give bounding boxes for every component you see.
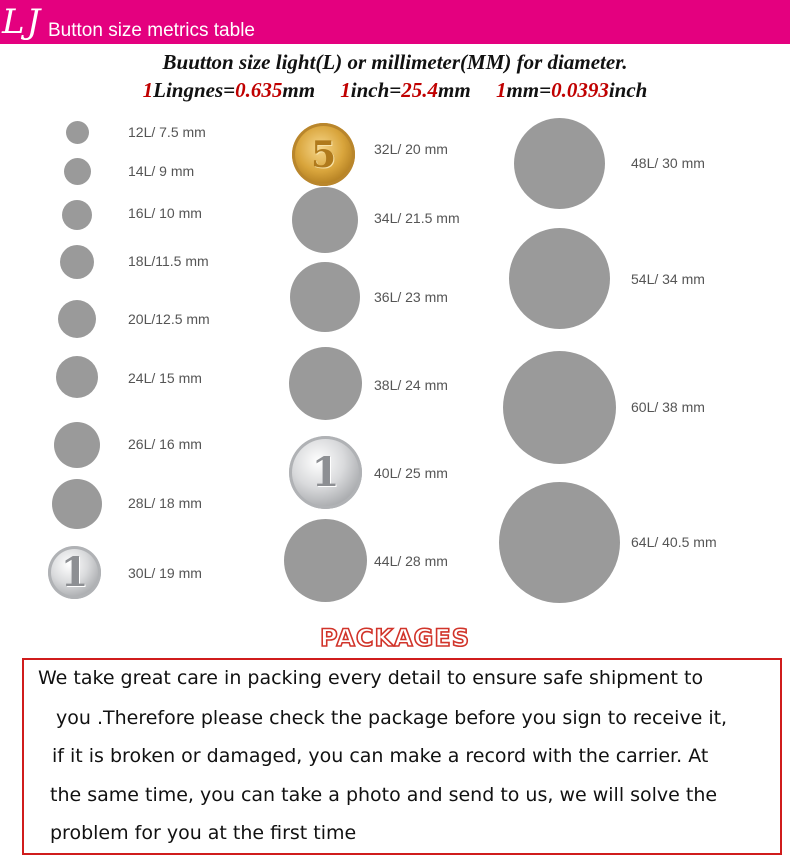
button-circle-44l [284,519,367,602]
size-label-28l: 28L/ 18 mm [128,495,202,511]
brand-logo: LJ [2,2,43,42]
packages-line: problem for you at the first time [50,822,357,844]
button-circle-20l [58,300,96,338]
size-label-48l: 48L/ 30 mm [631,155,705,171]
conversion-inch: 1inch=25.4mm [340,78,471,102]
size-label-36l: 36L/ 23 mm [374,289,448,305]
packages-line: We take great care in packing every detail to ensure safe shipment to [38,667,704,689]
button-circle-38l [289,347,362,420]
size-label-32l: 32L/ 20 mm [374,141,448,157]
size-label-20l: 20L/12.5 mm [128,311,210,327]
button-circle-18l [60,245,94,279]
size-label-14l: 14L/ 9 mm [128,163,195,179]
button-circle-12l [66,121,89,144]
button-circle-54l [509,228,610,329]
button-circle-14l [64,158,91,185]
button-circle-16l [62,200,92,230]
size-label-60l: 60L/ 38 mm [631,399,705,415]
silver-coin-large-icon: 1 [289,436,362,509]
conversion-mm: 1mm=0.0393inch [495,78,648,102]
size-label-18l: 18L/11.5 mm [128,253,209,269]
button-circle-48l [514,118,605,209]
button-circle-64l [499,482,620,603]
header-title: Button size metrics table [48,20,255,41]
button-circle-34l [292,187,358,253]
button-circle-24l [56,356,98,398]
size-label-24l: 24L/ 15 mm [128,370,202,386]
size-label-30l: 30L/ 19 mm [128,565,202,581]
size-label-34l: 34L/ 21.5 mm [374,210,460,226]
intro-line: Buutton size light(L) or millimeter(MM) for diameter. [162,50,628,74]
button-circle-60l [503,351,616,464]
size-label-54l: 54L/ 34 mm [631,271,705,287]
size-label-16l: 16L/ 10 mm [128,205,202,221]
size-label-38l: 38L/ 24 mm [374,377,448,393]
conversion-line [0,78,790,103]
packages-line: you .Therefore please check the package before you sign to receive it, [56,707,728,729]
button-circle-28l [52,479,102,529]
silver-coin-icon: 1 [48,546,101,599]
size-label-26l: 26L/ 16 mm [128,436,202,452]
packages-line: the same time, you can take a photo and send to us, we will solve the [50,784,718,806]
size-label-40l: 40L/ 25 mm [374,465,448,481]
packages-line: if it is broken or damaged, you can make a record with the carrier. At [52,745,709,767]
gold-coin-icon: 5 [292,123,355,186]
conversion-lignes: 1Lingnes=0.635mm [142,78,316,102]
button-circle-26l [54,422,100,468]
size-label-64l: 64L/ 40.5 mm [631,534,717,550]
size-label-44l: 44L/ 28 mm [374,553,448,569]
packages-title: PACKAGES [319,624,471,652]
size-label-12l: 12L/ 7.5 mm [128,124,206,140]
header-banner [0,0,790,44]
button-circle-36l [290,262,360,332]
